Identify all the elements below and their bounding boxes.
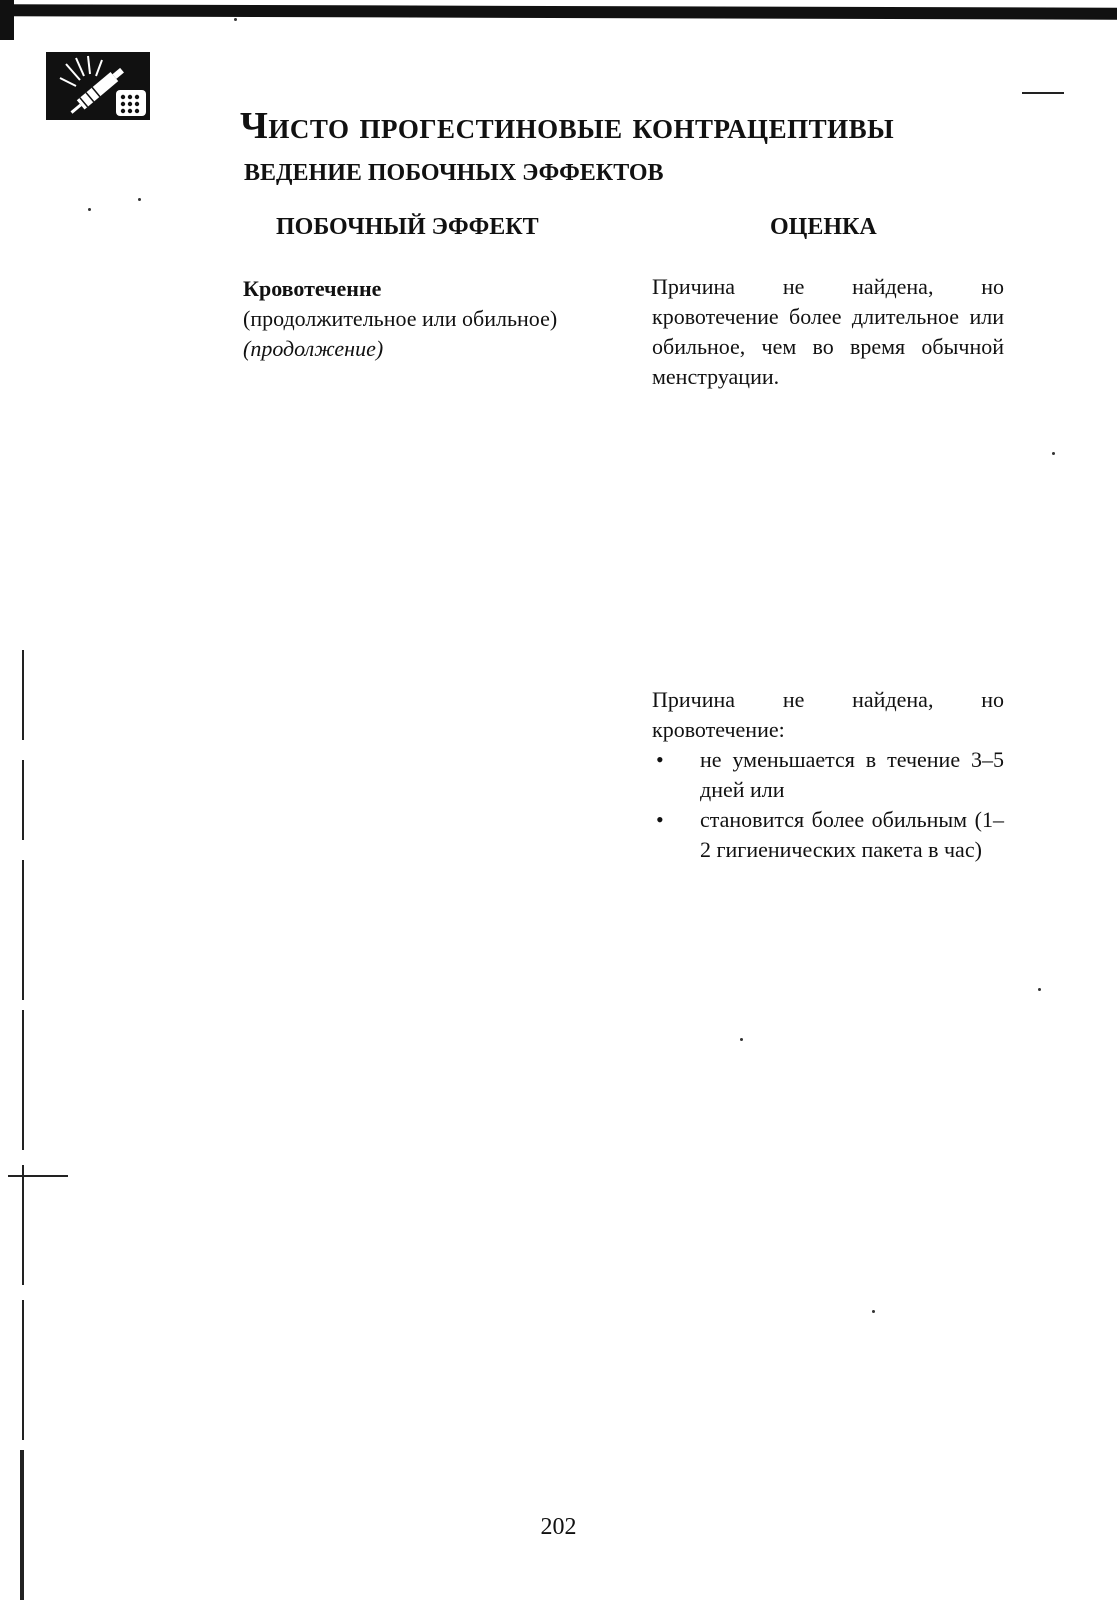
syringe-icon bbox=[46, 52, 150, 120]
margin-line bbox=[1022, 92, 1064, 94]
page-number: 202 bbox=[540, 1514, 577, 1540]
continuation-note: (продолжение) bbox=[243, 336, 384, 361]
assessment-1-text: Причина не найдена, но кровотечение более длительное или обильное, чем во время обычной менструации. bbox=[652, 274, 1004, 389]
list-item bbox=[652, 805, 1004, 865]
assessment-2 bbox=[652, 685, 1004, 865]
bullet-icon: • bbox=[656, 807, 664, 832]
assessment-2-text: Причина не найдена, но кровотечение: bbox=[652, 687, 1004, 742]
list-item-text: не уменьшается в течение 3–5 дней или bbox=[700, 747, 1004, 802]
speck bbox=[1038, 988, 1041, 991]
margin-line bbox=[22, 650, 24, 740]
speck bbox=[740, 1038, 743, 1041]
speck bbox=[234, 18, 237, 21]
top-rule bbox=[8, 4, 1117, 19]
assessment-1 bbox=[652, 272, 1004, 392]
margin-line bbox=[20, 1450, 24, 1600]
speck bbox=[1052, 452, 1055, 455]
left-edge-mark bbox=[0, 0, 14, 40]
column-header-assessment: ОЦЕНКА bbox=[770, 214, 877, 240]
speck bbox=[88, 208, 91, 211]
margin-line bbox=[22, 860, 24, 1000]
side-effect-detail: (продолжительное или обильное) bbox=[243, 306, 558, 331]
margin-line bbox=[22, 1010, 24, 1150]
page-title: Чисто прогестиновые контрацептивы bbox=[240, 105, 895, 147]
list-item-text: становится более обильным (1–2 гигиенических пакета в час) bbox=[700, 807, 1004, 862]
speck bbox=[872, 1310, 875, 1313]
side-effect-name: Кровотеченне bbox=[243, 276, 382, 301]
section-title: ВЕДЕНИЕ ПОБОЧНЫХ ЭФФЕКТОВ bbox=[244, 160, 664, 186]
bullet-icon: • bbox=[656, 747, 664, 772]
margin-line bbox=[8, 1175, 68, 1177]
margin-line bbox=[22, 1300, 24, 1440]
side-effect-cell bbox=[243, 274, 573, 364]
column-header-side-effect: ПОБОЧНЫЙ ЭФФЕКТ bbox=[276, 214, 539, 240]
list-item bbox=[652, 745, 1004, 805]
speck bbox=[138, 198, 141, 201]
margin-line bbox=[22, 760, 24, 840]
margin-line bbox=[22, 1165, 24, 1285]
assessment-2-list bbox=[652, 745, 1004, 865]
